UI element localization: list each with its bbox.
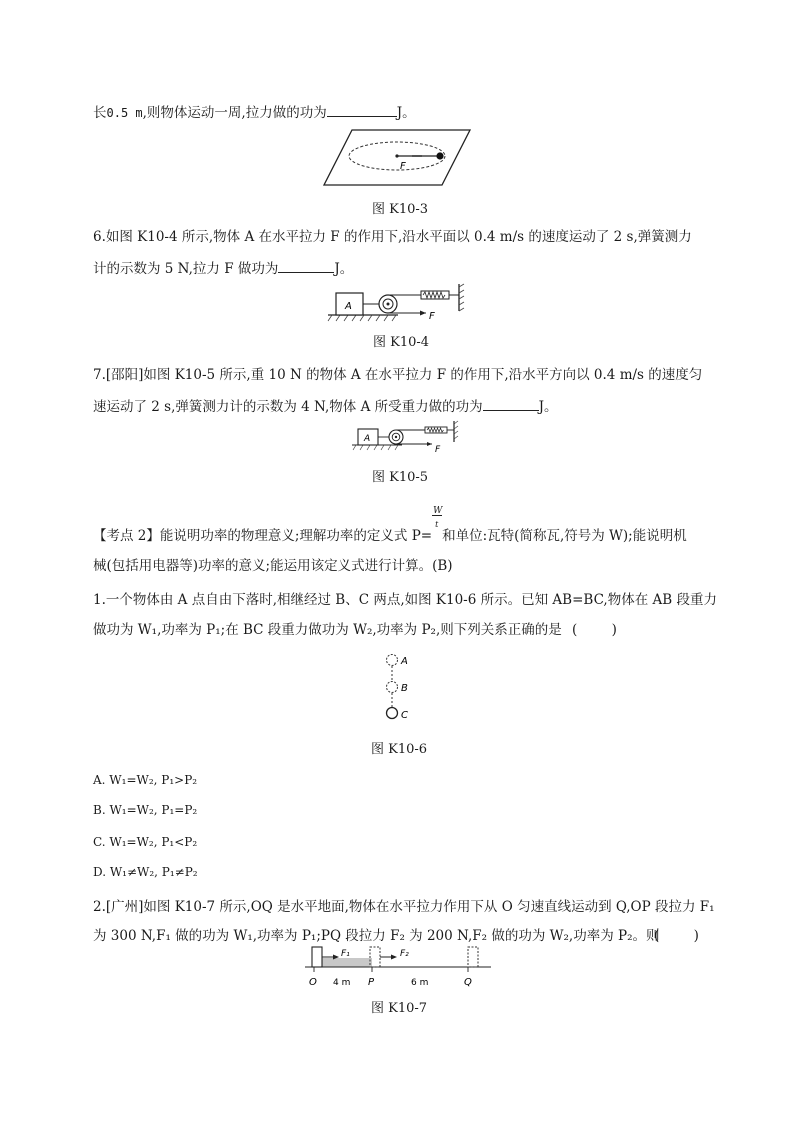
p2-answer-bracket[interactable]: ( ) [654, 928, 699, 944]
point-q-label: Q [464, 977, 472, 988]
keypoint2-line2: 械(包括用电器等)功率的意义;能运用该定义式进行计算。(B) [93, 558, 453, 574]
figure-k10-3 [322, 128, 472, 188]
q7-answer-blank[interactable] [483, 396, 539, 411]
keypoint2-line1 [93, 506, 687, 545]
p1-answer-bracket[interactable]: ( ) [572, 622, 617, 638]
fig5-caption: 图 K10-5 [372, 470, 429, 485]
figure-k10-5 [350, 420, 462, 456]
figure-k10-4 [326, 283, 476, 325]
point-o-label: O [309, 977, 317, 988]
q6-answer-blank[interactable] [278, 258, 334, 273]
fig4-caption: 图 K10-4 [373, 335, 430, 350]
fig6-caption: 图 K10-6 [371, 742, 428, 757]
q5-text-post: ,则物体运动一周,拉力做的功为 [142, 105, 327, 121]
q5-text-pre: 长 [93, 105, 107, 121]
figure-k10-7 [303, 944, 493, 992]
fig5-force-label: F [435, 445, 441, 455]
q6-line2-text: 计的示数为 5 N,拉力 F 做功为 [93, 261, 279, 277]
force-f1-label: F₁ [341, 949, 350, 959]
q5-tail-line [93, 102, 416, 122]
option-c[interactable]: C. W₁=W₂, P₁<P₂ [93, 835, 198, 849]
fig3-caption: 图 K10-3 [372, 202, 429, 217]
q6-line1: 6.如图 K10-4 所示,物体 A 在水平拉力 F 的作用下,沿水平面以 0.4 m/s 的速度运动了 2 s,弹簧测力 [93, 229, 692, 245]
point-p-label: P [368, 977, 375, 988]
fig3-force-label: F [400, 161, 406, 172]
object-ball [436, 152, 443, 159]
object-at-o [312, 947, 322, 967]
dist-pq-label: 6 m [411, 978, 429, 988]
option-b[interactable]: B. W₁=W₂, P₁=P₂ [93, 803, 198, 817]
q7-line2 [93, 396, 558, 416]
option-d[interactable]: D. W₁≠W₂, P₁≠P₂ [93, 865, 198, 879]
op-rough-segment [314, 958, 372, 967]
ball-position-c [387, 708, 398, 719]
q6-unit: J。 [334, 261, 354, 277]
label-b: B [401, 683, 408, 694]
keypoint2-text-pre: 【考点 2】能说明功率的物理意义;理解功率的定义式 P= [93, 528, 433, 544]
center-dot [395, 154, 398, 157]
p1-line2: 做功为 W₁,功率为 P₁;在 BC 段重力做功为 W₂,功率为 P₂,则下列关系正确的是 [93, 622, 562, 638]
fig4-block-label: A [345, 301, 352, 312]
q6-line2 [93, 258, 353, 278]
q7-line2-text: 速运动了 2 s,弹簧测力计的示数为 4 N,物体 A 所受重力做的功为 [93, 399, 483, 415]
figure-k10-6 [382, 652, 412, 724]
object-at-q [468, 947, 478, 967]
label-c: C [401, 710, 408, 721]
power-fraction [432, 506, 443, 540]
dist-op-label: 4 m [333, 978, 351, 988]
fig5-block-label: A [364, 434, 371, 444]
q5-answer-blank[interactable] [327, 102, 397, 117]
q5-unit: J。 [396, 105, 416, 121]
q7-unit: J。 [538, 399, 558, 415]
fraction-denominator: t [435, 520, 439, 529]
ball-position-a [387, 655, 398, 666]
ball-position-b [387, 682, 398, 693]
fig4-force-label: F [429, 311, 435, 322]
fraction-numerator: W [433, 506, 443, 516]
fig7-caption: 图 K10-7 [371, 1001, 428, 1016]
keypoint2-text-post: 和单位:瓦特(简称瓦,符号为 W);能说明机 [442, 528, 687, 544]
q5-length-value: 0.5 m [106, 106, 143, 120]
force-f2-label: F₂ [400, 949, 409, 959]
option-a[interactable]: A. W₁=W₂, P₁>P₂ [93, 773, 198, 787]
p2-line1: 2.[广州]如图 K10-7 所示,OQ 是水平地面,物体在水平拉力作用下从 O 匀速直线运动到 Q,OP 段拉力 F₁ [93, 899, 715, 915]
q7-line1: 7.[邵阳]如图 K10-5 所示,重 10 N 的物体 A 在水平拉力 F 的作用下,沿水平方向以 0.4 m/s 的速度匀 [93, 367, 703, 383]
label-a: A [401, 656, 408, 667]
p2-line2: 为 300 N,F₁ 做的功为 W₁,功率为 P₁;PQ 段拉力 F₂ 为 200 N,F₂ 做的功为 W₂,功率为 P₂。则 [93, 928, 660, 944]
p1-line1: 1.一个物体由 A 点自由下落时,相继经过 B、C 两点,如图 K10-6 所示。已知 AB=BC,物体在 AB 段重力 [93, 592, 717, 608]
